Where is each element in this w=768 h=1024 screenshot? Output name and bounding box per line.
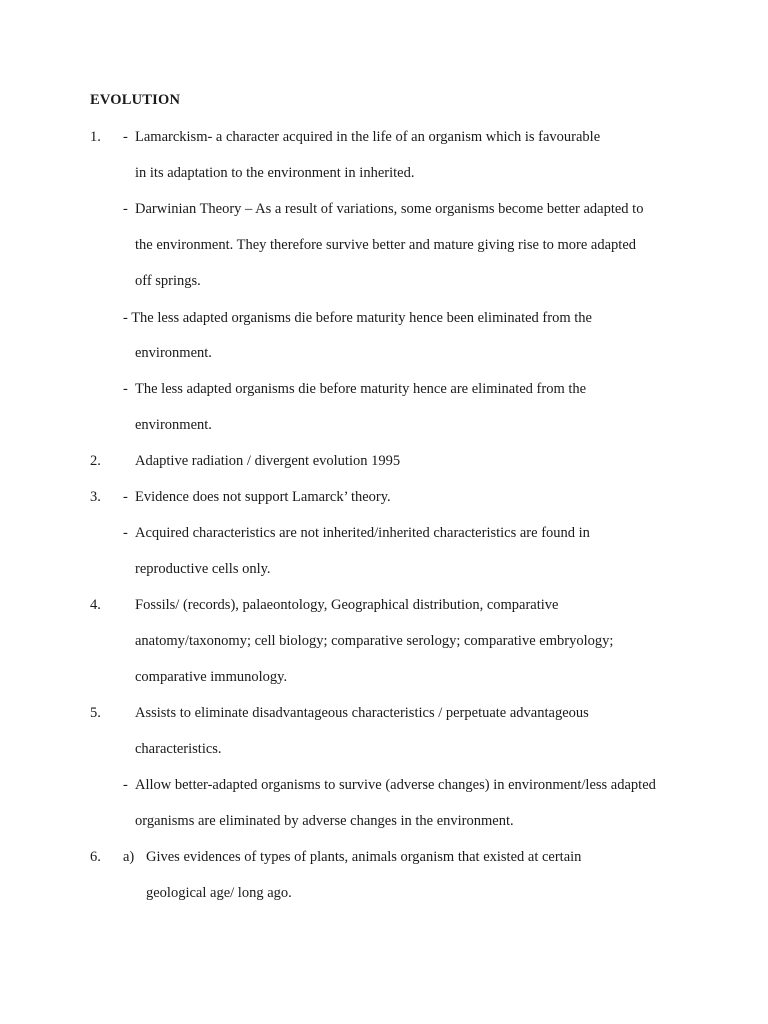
item-text: Evidence does not support Lamarck’ theory. xyxy=(135,489,391,505)
item-text: in its adaptation to the environment in inherited. xyxy=(135,165,415,181)
item-number: 3. xyxy=(90,489,101,505)
item-text: anatomy/taxonomy; cell biology; comparative serology; comparative embryology; xyxy=(135,633,614,649)
item-text: characteristics. xyxy=(135,741,222,757)
item-text: Acquired characteristics are not inherited/inherited characteristics are found in xyxy=(135,525,590,541)
item-text: Fossils/ (records), palaeontology, Geographical distribution, comparative xyxy=(135,597,559,613)
sub-item-marker: a) xyxy=(123,849,135,865)
item-text: The less adapted organisms die before maturity hence are eliminated from the xyxy=(135,381,587,397)
bullet-dash: - xyxy=(123,381,128,397)
bullet-dash: - xyxy=(123,489,128,505)
item-number: 4. xyxy=(90,597,101,613)
item-number: 6. xyxy=(90,849,101,865)
item-number: 5. xyxy=(90,705,101,721)
bullet-dash: - xyxy=(123,525,128,541)
item-text: Assists to eliminate disadvantageous characteristics / perpetuate advantageous xyxy=(135,705,589,721)
document-title: EVOLUTION xyxy=(90,92,181,108)
item-text: - The less adapted organisms die before maturity hence been eliminated from the xyxy=(123,310,592,326)
item-text: Gives evidences of types of plants, animals organism that existed at certain xyxy=(146,849,582,865)
bullet-dash: - xyxy=(123,201,128,217)
item-text: the environment. They therefore survive better and mature giving rise to more adapted xyxy=(135,237,637,253)
item-text: Allow better-adapted organisms to survive (adverse changes) in environment/less adapted xyxy=(135,777,656,793)
item-text: organisms are eliminated by adverse changes in the environment. xyxy=(135,813,514,829)
item-text: environment. xyxy=(135,345,212,361)
item-text: reproductive cells only. xyxy=(135,561,271,577)
item-text: comparative immunology. xyxy=(135,669,288,685)
item-text: Darwinian Theory – As a result of variations, some organisms become better adapted to xyxy=(135,201,644,217)
item-number: 2. xyxy=(90,453,101,469)
bullet-dash: - xyxy=(123,129,128,145)
item-text: Adaptive radiation / divergent evolution 1995 xyxy=(135,453,401,469)
item-text: off springs. xyxy=(135,273,201,289)
item-text: Lamarckism- a character acquired in the life of an organism which is favourable xyxy=(135,129,601,145)
item-text: environment. xyxy=(135,417,212,433)
item-number: 1. xyxy=(90,129,101,145)
item-text: geological age/ long ago. xyxy=(146,885,292,901)
bullet-dash: - xyxy=(123,777,128,793)
